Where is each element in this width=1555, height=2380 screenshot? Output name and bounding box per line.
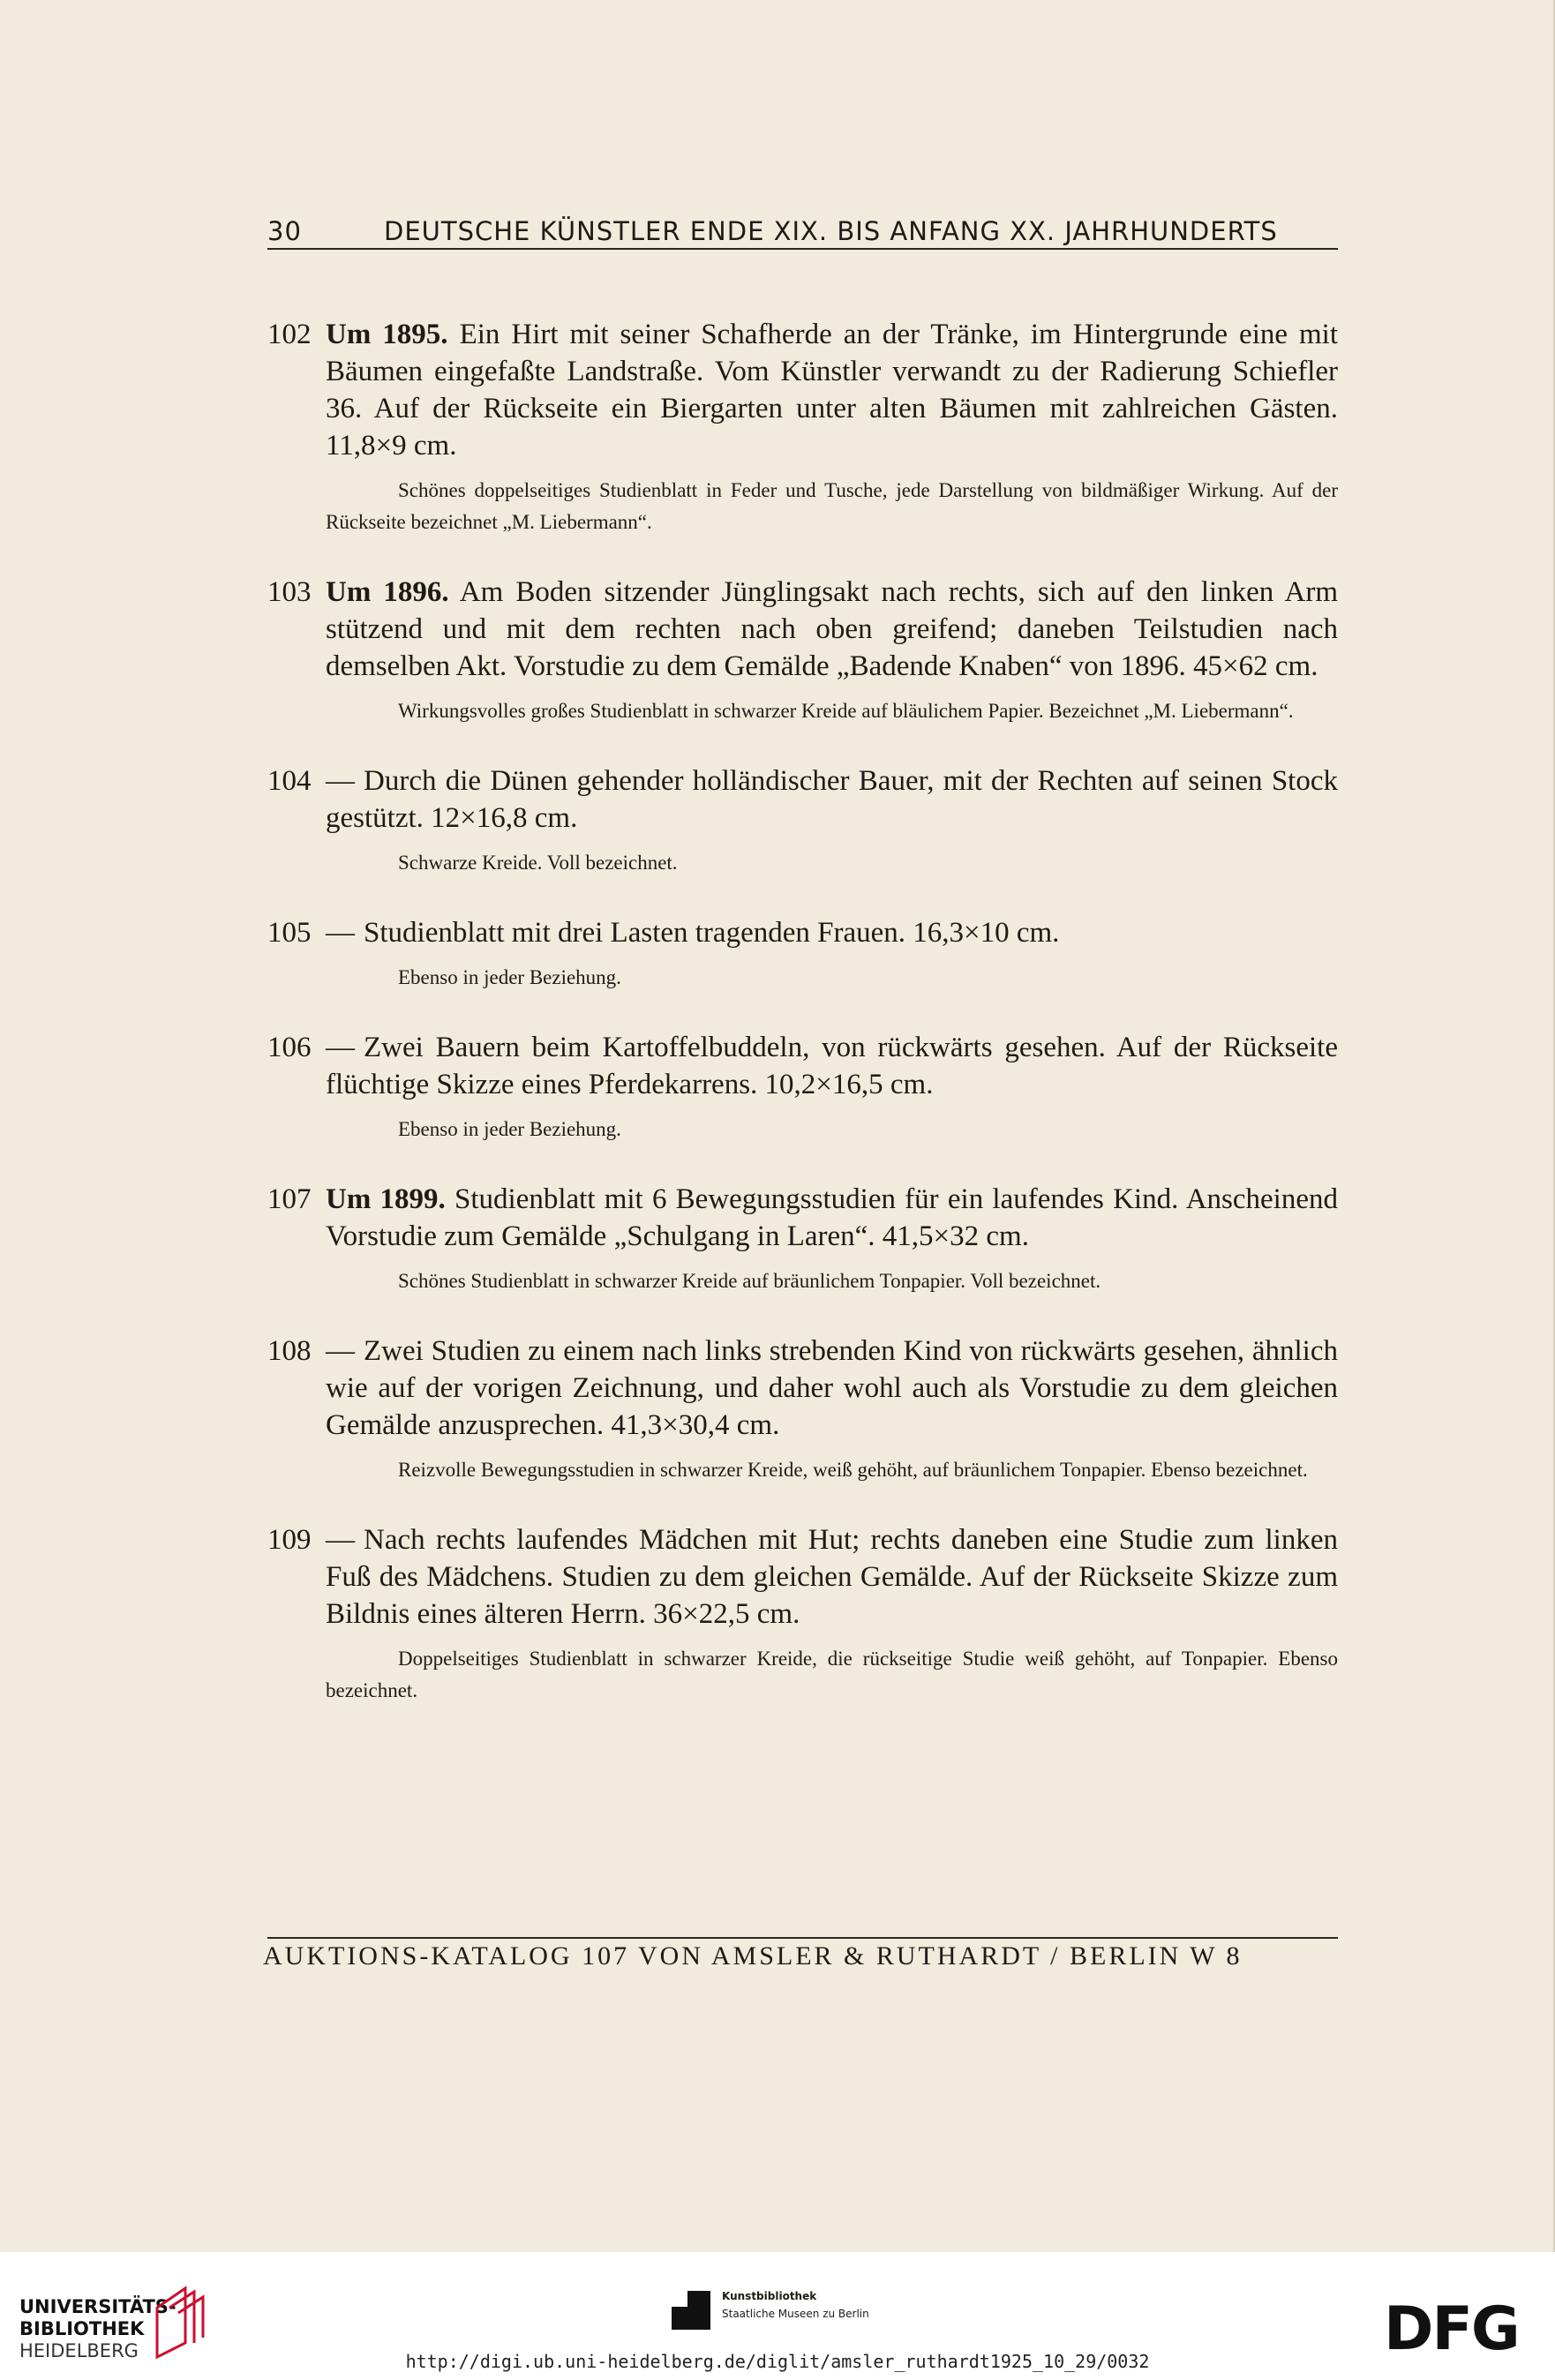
entry-description	[326, 1333, 1338, 1444]
lot-number: 109	[267, 1524, 312, 1556]
entry-note: Ebenso in jeder Beziehung.	[398, 966, 621, 988]
entry-text: Zwei Studien zu einem nach links strebenden Kind von rückwärts gesehen, ähnlich wie auf der vorigen Zeichnung, und daher wohl auch als Vorstudie zu dem gleichen Gemälde anzusprechen. 41,3×30,4 cm.	[326, 1335, 1338, 1441]
entry-dash: —	[326, 1524, 355, 1556]
catalog-entry-106	[267, 1029, 1338, 1145]
catalog-entry-108	[267, 1333, 1338, 1486]
kb-line-1: Kunstbibliothek	[722, 2290, 817, 2302]
kunstbibliothek-label	[722, 2287, 869, 2323]
entry-dash: —	[326, 917, 355, 949]
lot-number: 104	[267, 765, 312, 797]
lot-number: 108	[267, 1335, 312, 1367]
entry-description	[326, 762, 1338, 837]
entry-text: Nach rechts laufendes Mädchen mit Hut; rechts daneben eine Studie zum linken Fuß des Mädchens. Studien zu dem gleichen Gemälde. Auf der Rückseite Skizze zum Bildnis eines älteren Herrn. 36×22,5 cm.	[326, 1524, 1338, 1630]
entry-text: Durch die Dünen gehender holländischer Bauer, mit der Rechten auf seinen Stock gestützt. 12×16,8 cm.	[326, 765, 1338, 834]
entry-date: Um 1896.	[326, 576, 449, 608]
entry-note: Ebenso in jeder Beziehung.	[398, 1118, 621, 1140]
entry-description	[326, 1521, 1338, 1633]
catalog-entry-107	[267, 1181, 1338, 1297]
catalog-entries	[267, 316, 1338, 1742]
running-title: DEUTSCHE KÜNSTLER ENDE XIX. BIS ANFANG XX. JAHRHUNDERTS	[384, 216, 1278, 246]
ub-heidelberg-emblem-icon	[150, 2281, 212, 2361]
entry-description	[326, 574, 1338, 685]
entry-date: Um 1895.	[326, 319, 448, 350]
footer-rule	[267, 1937, 1338, 1939]
lot-number: 102	[267, 319, 312, 350]
lot-number: 105	[267, 917, 312, 949]
catalog-entry-102	[267, 316, 1338, 538]
entry-text: Am Boden sitzender Jünglingsakt nach rechts, sich auf den linken Arm stützend und mit dem rechten nach oben greifend; daneben Teilstudien nach demselben Akt. Vorstudie zu dem Gemälde „Badende Knaben“ von 1896. 45×62 cm.	[326, 576, 1338, 682]
dfg-logo[interactable]: DFG	[1384, 2294, 1519, 2364]
kunstbibliothek-logo-icon	[666, 2286, 716, 2335]
page-number: 30	[267, 216, 302, 246]
entry-text: Studienblatt mit drei Lasten tragenden Frauen. 16,3×10 cm.	[364, 917, 1060, 949]
entry-note: Doppelseitiges Studienblatt in schwarzer Kreide, die rückseitige Studie weiß gehöht, auf Tonpapier. Ebenso bezeichnet.	[326, 1648, 1338, 1701]
entry-note: Schwarze Kreide. Voll bezeichnet.	[398, 852, 678, 874]
catalog-entry-109	[267, 1521, 1338, 1707]
entry-note: Schönes Studienblatt in schwarzer Kreide auf bräunlichem Tonpapier. Voll bezeichnet.	[398, 1270, 1101, 1292]
entry-text: Studienblatt mit 6 Bewegungsstudien für ein laufendes Kind. Anscheinend Vorstudie zum Gemälde „Schulgang in Laren“. 41,5×32 cm.	[326, 1183, 1338, 1252]
permalink-url[interactable]: http://digi.ub.uni-heidelberg.de/diglit/amsler_ruthardt1925_10_29/0032	[405, 2351, 1150, 2372]
entry-description	[326, 1181, 1338, 1255]
catalog-entry-105	[267, 914, 1338, 994]
entry-description	[326, 316, 1338, 464]
lot-number: 106	[267, 1032, 312, 1063]
entry-text: Zwei Bauern beim Kartoffelbuddeln, von rückwärts gesehen. Auf der Rückseite flüchtige Skizze eines Pferdekarrens. 10,2×16,5 cm.	[326, 1032, 1338, 1100]
page-footer: AUKTIONS-KATALOG 107 VON AMSLER & RUTHARDT / BERLIN W 8	[263, 1941, 1243, 1971]
entry-date: Um 1899.	[326, 1183, 446, 1215]
entry-note: Reizvolle Bewegungsstudien in schwarzer Kreide, weiß gehöht, auf bräunlichem Tonpapier. Ebenso bezeichnet.	[398, 1459, 1308, 1481]
entry-note: Wirkungsvolles großes Studienblatt in schwarzer Kreide auf bläulichem Papier. Bezeichnet „M. Liebermann“.	[398, 700, 1294, 722]
ub-line-1: UNIVERSITÄTS-	[19, 2296, 177, 2317]
catalog-entry-103	[267, 574, 1338, 727]
entry-description	[326, 914, 1338, 951]
entry-description	[326, 1029, 1338, 1103]
kb-line-2: Staatliche Museen zu Berlin	[722, 2308, 869, 2320]
catalog-entry-104	[267, 762, 1338, 879]
entry-note: Schönes doppelseitiges Studienblatt in Feder und Tusche, jede Darstellung von bildmäßiger Wirkung. Auf der Rückseite bezeichnet „M. Liebermann“.	[326, 479, 1338, 533]
entry-dash: —	[326, 765, 355, 797]
lot-number: 103	[267, 576, 312, 608]
page-header	[267, 216, 1338, 250]
ub-line-2: BIBLIOTHEK	[19, 2318, 145, 2339]
entry-text: Ein Hirt mit seiner Schafherde an der Tränke, im Hintergrunde eine mit Bäumen eingefaßte Landstraße. Vom Künstler verwandt zu der Radierung Schiefler 36. Auf der Rückseite ein Biergarten unter alten Bäumen mit zahlreichen Gästen. 11,8×9 cm.	[326, 319, 1339, 462]
entry-dash: —	[326, 1032, 355, 1063]
ub-line-3: HEIDELBERG	[19, 2340, 139, 2361]
lot-number: 107	[267, 1183, 312, 1215]
entry-dash: —	[326, 1335, 355, 1367]
